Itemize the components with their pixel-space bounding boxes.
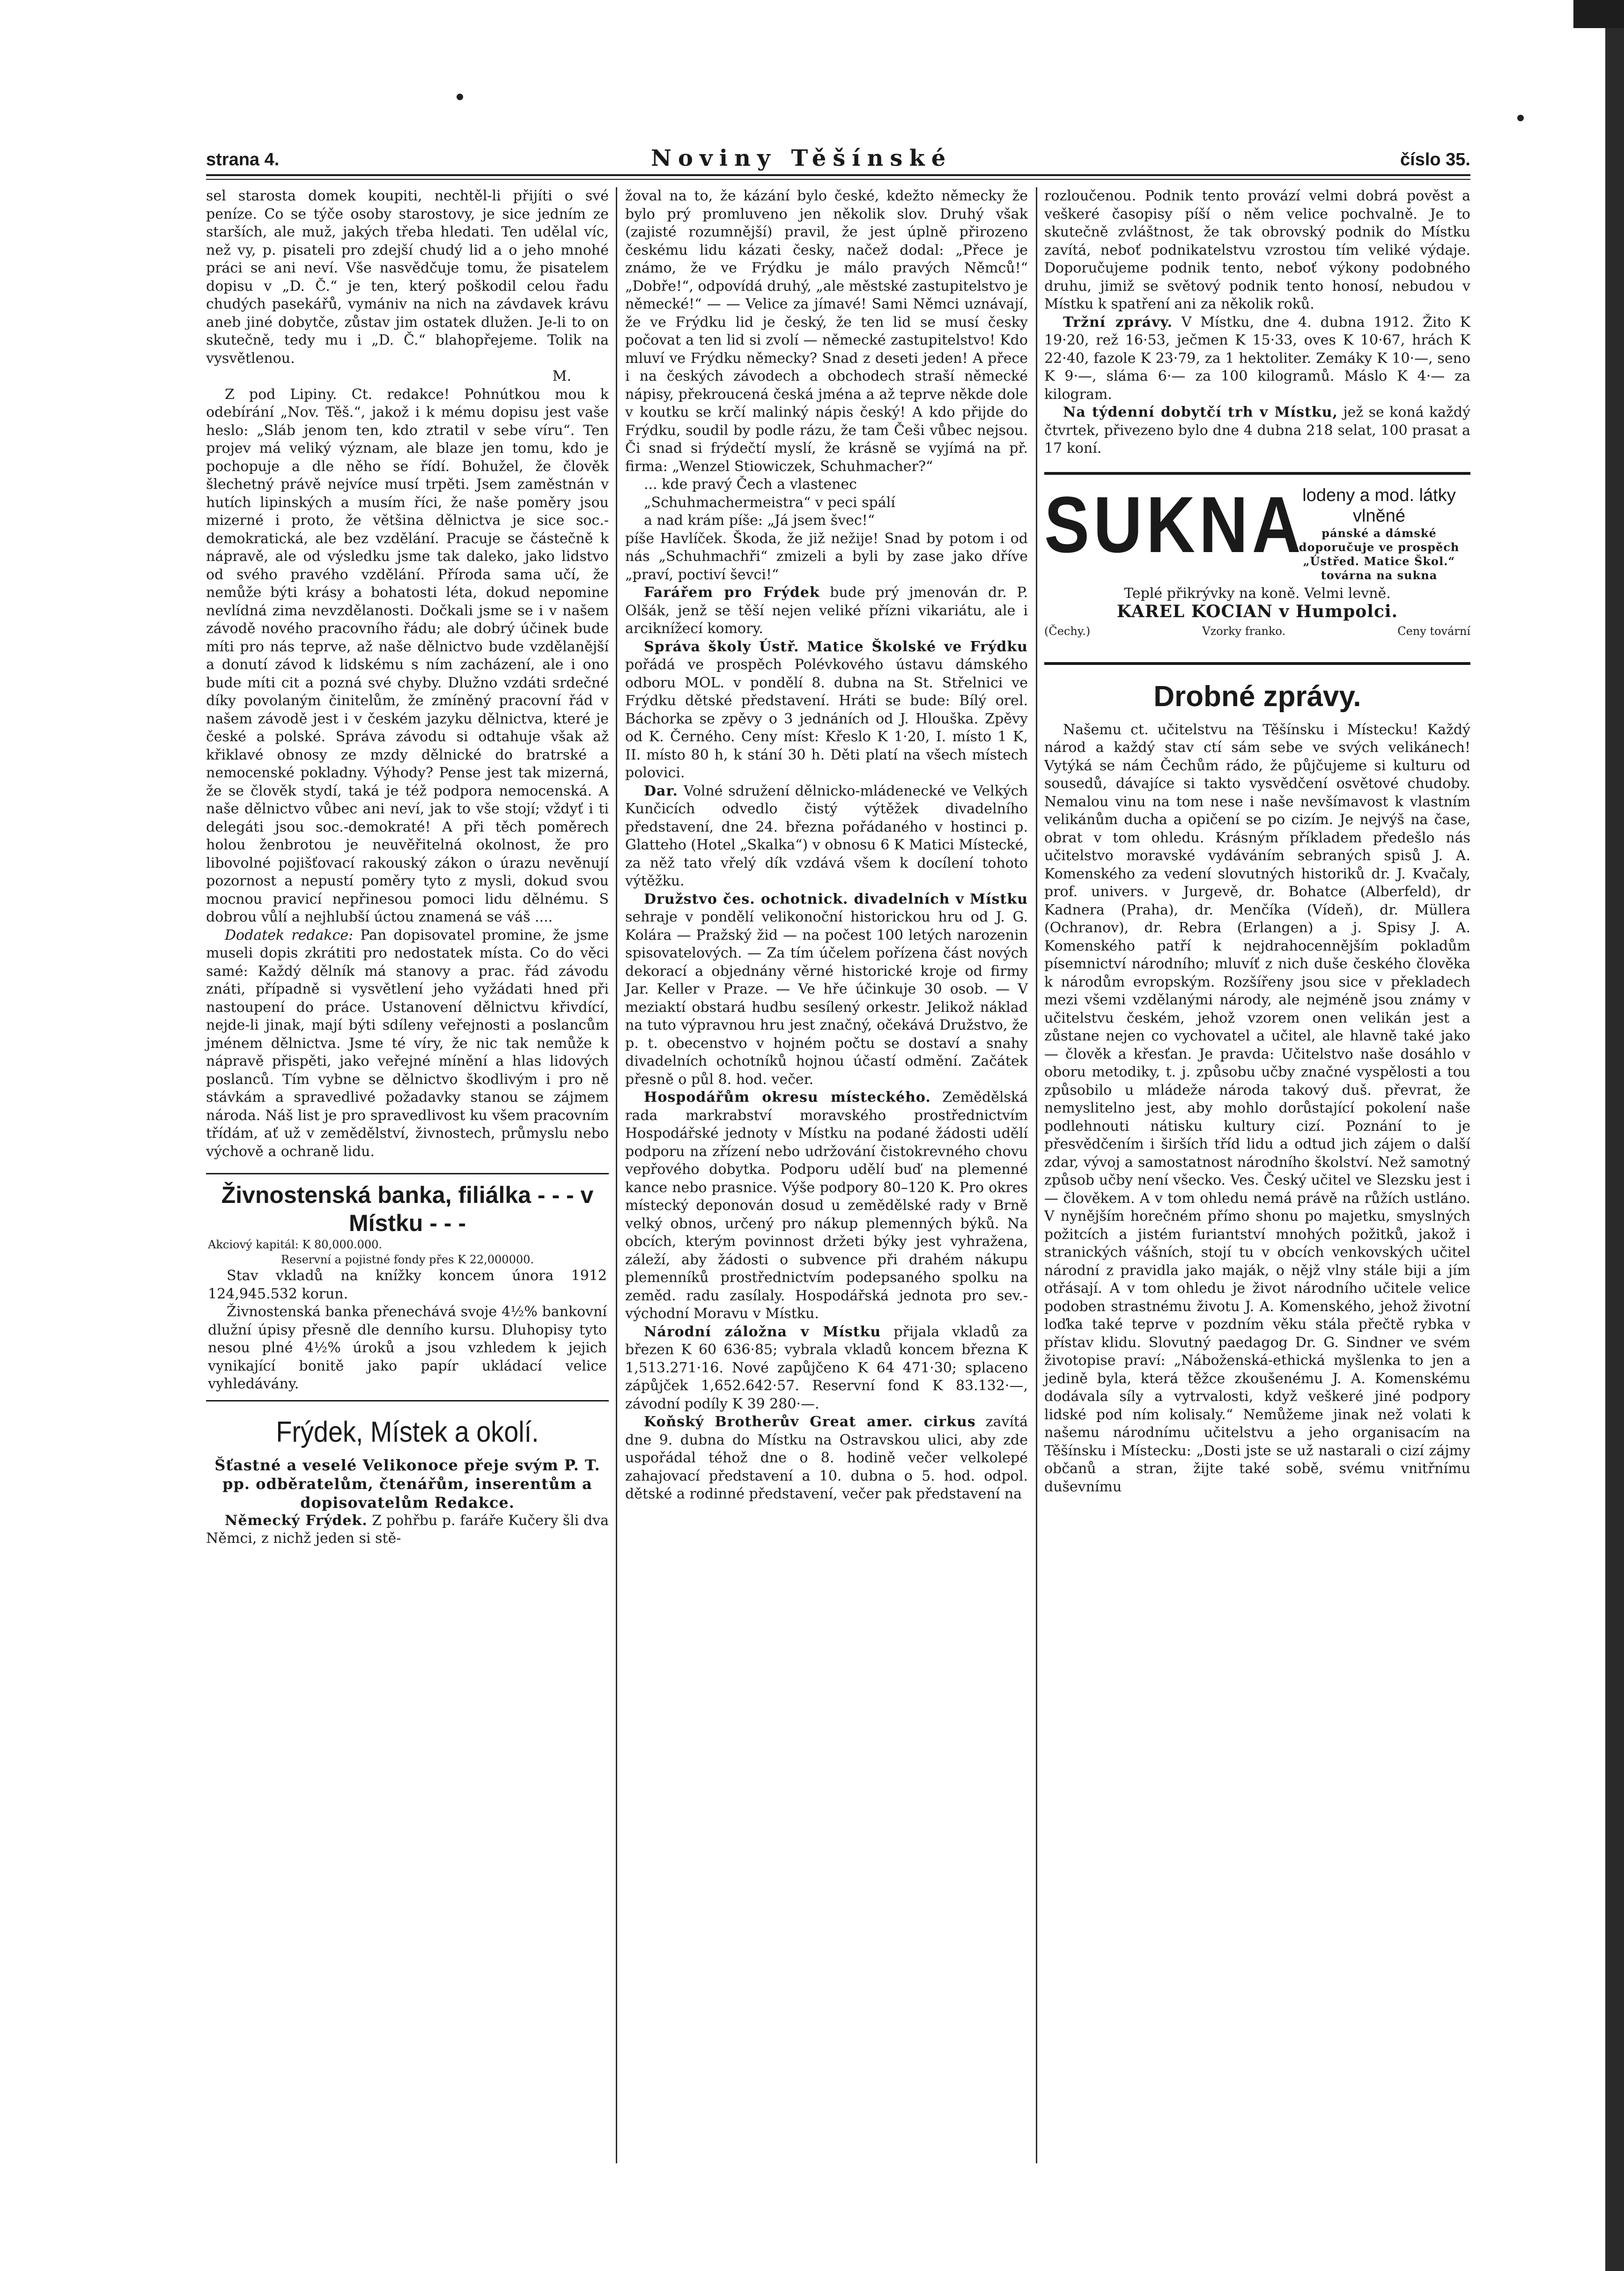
ad-description: [1288, 485, 1470, 582]
section-title: Drobné zprávy.: [1153, 680, 1361, 713]
scan-speck: [457, 94, 463, 100]
editor-note: [206, 927, 609, 1161]
ad-bottom: [1044, 585, 1470, 620]
ad-company: KAREL KOCIAN v Humpolci.: [1116, 601, 1398, 621]
editor-note-label: Dodatek redakce:: [225, 927, 354, 944]
news-text: přijala vkladů za březen K 60 636·85; vybrala vkladů koncem března K 1,513.271·16. Nové zapůjčeno K 64 471·30; splaceno zápůjček 1,652.642·57. Reservní fond K 83.132·—, závodní podíly K 39 280·—.: [625, 1323, 1028, 1412]
ad-line: pánské a dámské: [1321, 526, 1437, 540]
issue-number: číslo 35.: [1400, 150, 1470, 170]
news-item: [625, 782, 1028, 891]
column-3: [1044, 187, 1470, 1496]
newspaper-title: Noviny Těšínské: [651, 145, 952, 171]
article-text: Z pohřbu p. faráře Kučery šli dva Němci, z nichž jeden si stě-: [206, 1512, 609, 1547]
news-lead: Dar.: [644, 782, 678, 799]
news-item: [625, 584, 1028, 638]
news-item: [625, 891, 1028, 1089]
header-rule: [206, 174, 1470, 176]
ad-footer-left: (Čechy.): [1044, 624, 1091, 638]
sukna-advertisement: [1044, 472, 1470, 665]
header-rule-thin: [206, 179, 1470, 180]
news-text: jež se koná každý čtvrtek, přivezeno bylo dne 4 dubna 218 selat, 100 prasat a 17 koní.: [1044, 404, 1470, 457]
bank-reserve: Reservní a pojistné fondy přes K 22,000000.: [281, 1253, 534, 1266]
ad-footer-mid: Vzorky franko.: [1202, 624, 1286, 638]
news-lead: Správa školy Ústř. Matice Školské ve Frýdku: [644, 638, 1028, 655]
ad-line: lodeny a mod. látky vlněné: [1302, 485, 1456, 526]
page-number: strana 4.: [206, 150, 280, 170]
bank-title: Živnostenská banka, filiálka - - - v Místku - - -: [221, 1182, 594, 1236]
column-divider: [1036, 187, 1037, 2163]
column-1: [206, 187, 609, 1548]
news-text: Volné sdružení dělnicko-mládenecké ve Velkých Kunčicích odvedlo čistý výtěžek divadelního představení, dne 24. března pořádaného v hostinci p. Glatteho (Hotel „Skalka“) v obnosu 6 K Matici Místecké, za něž tato vřelý dík vzdává všem k docílení tohoto výtěžku.: [625, 782, 1028, 889]
bank-paragraph: Stav vkladů na knížky koncem února 1912 124,945.532 korun.: [208, 1268, 607, 1302]
news-text: zavítá dne 9. dubna do Místku na Ostravskou ulici, aby zde uspořádal téhož dne o 8. hodině večer velkolepé zahajovací představení a 10. dubna o 5. hod. odpol. dětské a rodinné představení, večer pak představení na: [625, 1414, 1028, 1502]
easter-greeting: Šťastné a veselé Velikonoce přeje svým P. T. pp. odběratelům, čtenářům, inserentům a dopisovatelům Redakce.: [214, 1456, 600, 1512]
news-item: [625, 1323, 1028, 1414]
bank-advertisement: [206, 1173, 609, 1401]
ad-footer-right: Ceny tovární: [1397, 624, 1470, 638]
article-paragraph: [206, 1512, 609, 1548]
newspaper-page: [206, 136, 1470, 2163]
article-paragraph: sel starosta domek koupiti, nechtěl-li přijíti o své peníze. Co se týče osoby starostovy, je sice jedním ze starších, ale muž, jakých třeba hledati. Ten udělal víc, než vy, p. pisateli pro zdejší chudý lid a o jeho mnohé práci se ani neví. Vše nasvědčuje tomu, že pisatelem dopisu v „D. Č.“ je ten, který poškodil celou řadu chudých pasekářů, vymániv na nich na závdavek krávu aneb jiné dobytče, zůstav jim ostatek dlužen. Je-li to on skutečně, tedy mu i „D. Č.“ blahopřejeme. Tolik na vysvětlenou.: [206, 188, 609, 367]
section-title: Frýdek, Místek a okolí.: [276, 1416, 539, 1448]
poem-line: ... kde pravý Čech a vlastenec: [644, 476, 857, 493]
news-text: pořádá ve prospěch Polévkového ústavu dámského odboru MOL. v pondělí 8. dubna na St. Střelnici ve Frýdku dětské představení. Hráti se bude: Bílý orel. Báchorka se zpěvy o 3 jednáních od J. Hlouška. Zpěvy od K. Černého. Ceny míst: Křeslo K 1·20, I. místo 1 K, II. místo 80 h, k stání 30 h. Děti platí na všech místech polovici.: [625, 656, 1028, 781]
poem-line: „Schuhmachermeistra“ v peci spálí: [644, 494, 895, 511]
news-lead: Hospodářům okresu místeckého.: [644, 1089, 931, 1106]
scan-edge-top: [1573, 0, 1624, 28]
scan-edge-right: [1605, 0, 1624, 2271]
news-lead: Koňský Brotherův Great amer. cirkus: [644, 1414, 976, 1430]
poem-line: a nad krám píše: „Já jsem švec!“: [644, 512, 875, 529]
ad-line: továrna na sukna: [1321, 568, 1438, 582]
news-lead: Tržní zprávy.: [1063, 314, 1173, 331]
article-signature: M.: [552, 368, 571, 384]
sukna-heading: SUKNA: [1044, 480, 1305, 569]
ad-footer: [1044, 622, 1470, 641]
news-item: [1044, 314, 1470, 404]
article-lead: Německý Frýdek.: [225, 1512, 368, 1529]
news-lead: Na týdenní dobytčí trh v Místku,: [1063, 404, 1338, 420]
news-text: Zemědělská rada markrabství moravského prostřednictvím Hospodářské jednoty v Místku na podané žádosti udělí podporu na zřízení nebo udržování čistokrevného chovu vepřového dobytka. Podporu udělí buď na plemenné kance nebo prasnice. Výše podpory 80–120 K. Pro okres místecký deponován dosud u zemědělské rady v Brně velký obnos, určený pro nákup plemenných býků. Na obcích, kterým povinnost držeti býky jest vyhražena, záleží, aby žádosti o subvence při drahém nákupu plemenníků prostřednictvím podepsaného spolku na zeměd. radu zasílaly. Hospodářská jednota pro sev.-východní Moravu v Místku.: [625, 1089, 1028, 1322]
news-lead: Družstvo čes. ochotnick. divadelních v Místku: [644, 891, 1028, 907]
news-text: V Místku, dne 4. dubna 1912. Žito K 19·20, rež 16·53, ječmen K 15·33, oves K 10·67, hrách K 22·40, fazole K 23·79, za 1 hektoliter. Zemáky K 10·—, seno K 9·—, sláma 6·— za 100 kilogramů. Máslo K 4·— za kilogram.: [1044, 314, 1470, 403]
article-paragraph: píše Havlíček. Škoda, že již nežije! Snad by potom i od nás „Schuhmachři“ zmizeli a byli by zase jako dříve „praví, poctiví ševci!“: [625, 530, 1028, 583]
article-paragraph: Z pod Lipiny. Ct. redakce! Pohnútkou mou k odebírání „Nov. Těš.“, jakož i k mému dopisu jest vaše heslo: „Sláb jenom ten, kdo ztratil v sebe víru“. Ten projev má veliký význam, ale blaze jen tomu, kdo je pochopuje a dle něho se řídí. Bohužel, že člověk šlechetný právě nejvíce musí trpěti. Jsem zaměstnán v hutích lipinských a musím říci, že naše poměry jsou mizerné i proto, že většina dělnictva je sice soc.-demokratická, ale bez vzdělání. Pracuje se částečně k nápravě, ale od výsledku jsme tak daleko, jako lidstvo od svého pravého vzdělání. Příroda sama učí, že nemůže býti krásy a bohatosti léta, dokud nepomine nevlídná zima nevzdělanosti. Dočkali jsme se i v našem závodě nového pracovního řádu; ale dobrý účinek bude míti pro nás teprve, až naše dělnictvo bude vzdělanější a donutí závod k lidskému s ním zacházení, ale i ono bude míti cit a pozná své chyby. Dlužno vzdáti srdečné díky povolaným činitelům, že zmíněný pracovní řád v našem závodě jest i v českém jazyku dělnictva, které je české a polské. Správa závodu si odtahuje však až křiklavé obnosy ze mzdy dělnické do bratrské a nemocenské pokladny. Výhody? Pense jest tak mizerná, že se člověk stydí, taká je též podpora nemocenská. A naše dělnictvo vůbec ani neví, jak to vše stojí; vždyť i ti delegáti jsou soc.-demokraté! A při těch poměrech holou ženbrotou je neuvěřitelná okolnost, že pro libovolné pojišťovací rakouský zákon o úrazu nevěnují pozornost a nepustí poměry tyto z mysli, dokud svou mocnou pravicí nepřinesou pomoci lidu dělnému. S dobrou vůlí a nejhlubší úctou znamená se váš ....: [206, 386, 609, 925]
article-paragraph: rozloučenou. Podnik tento provází velmi dobrá pověst a veškeré časopisy píší o něm velice pochvalně. Je to skutečně zvláštnost, že tak obrovský podnik do Místku zavítá, neboť podnikatelstvu vzrostou tím veliké výdaje. Doporučujeme podnik tento, neboť výkony podobného druhu, jimiž se světový podnik tento honosí, nebudou v Místku k spatření ani za několik roků.: [1044, 188, 1470, 312]
news-item: [625, 638, 1028, 782]
news-text: sehraje v pondělí velikonoční historickou hru od J. G. Kolára — Pražský žid — na počest 100 letých narozenin spisovatelových. — Za tím účelem pořízena část nových dekorací a objednány věrné historické kroje od firmy Jar. Keller v Praze. — Ve hře účinkuje 30 osob. — V meziaktí obstará hudbu sesílený orkestr. Jelikož náklad na tuto výpravnou hru jest značný, očekává Družstvo, že p. t. obecenstvo v hojném počtu se dostaví a snahy divadelních ochotníků hojnou účastí odmění. Začátek přesně o půl 8. hod. večer.: [625, 909, 1028, 1088]
bank-capital: Akciový kapitál: K 80,000.000.: [208, 1238, 383, 1251]
news-lead: Národní záložna v Místku: [644, 1323, 881, 1340]
scan-speck: [1517, 115, 1524, 121]
column-2: [625, 187, 1028, 1504]
news-item: [625, 1413, 1028, 1504]
bank-paragraph: Živnostenská banka přenechává svoje 4½% bankovní dlužní úpisy přesně dle denního kursu. Dluhopisy tyto nesou plné 4½% úroků a jsou vzhledem k jejich vynikající bonitě jako papír ukládací velice vyhledávány.: [208, 1304, 607, 1392]
news-text: bude prý jmenován dr. P. Olšák, jenž se těší nejen veliké přízni vikariátu, ale i arciknížecí komory.: [625, 584, 1028, 637]
article-paragraph: Našemu ct. učitelstvu na Těšínsku i Místecku! Každý národ a každý stav ctí sám sebe ve svých velikánech! Vytýká se nám Čechům rádo, že půjčujeme si kulturu od sousedů, dávajíce si takto vysvědčení osvětové chudoby. Nemalou vinu na tom nese i naše nevšímavost k vlastním velikánům ducha a opičení se po cizím. Je nejvýš na čase, obrat v tom ohledu. Krásným příkladem předešlo nás učitelstvo moravské vydáváním sebraných spisů J. A. Komenského za vedení slovutných historiků dr. J. Kvačaly, prof. univers. v Jurgevě, dr. Bohatce (Alberfeld), dr Kadnera (Praha), dr. Menčíka (Vídeň), dr. Müllera (Ochranov), dr. Rebra (Erlangen) a j. Spisy J. A. Komenského patří k nejdrahocennějším pokladům písemnictví národního; mluvíť z nich duše českého člověka k národům evropským. Rozšířeny jsou sice v překladech mezi všemi vzdělanými národy, ale nejméně jsou známy v učitelstvu českém, jehož vzorem onen velikán jest a zůstane nejen co vychovatel a učitel, ale hlavně také jako — člověk a křesťan. Je pravda: Učitelstvo naše dosáhlo v oboru metodiky, t. j. způsobu učby značné vyspělosti a tou způsobilo u mládeže národa takový duš. převrat, že nemyslitelno jest, aby mohlo dorůstající pokolení naše podlehnouti nátisku kultury cizí. Poznání to je přesvědčením i širších tříd lidu a odtud jich zájem o další zdar, vývoj a samostatnost národního školství. Než samotný způsob učby není všecko. Ves. Český učitel ve Slezsku jest i — člověkem. A v tom ohledu nemá právě na růžích ustláno. V nynějším horečném přímo shonu po majetku, smyslných požitcích a jistém furiantství mnohých požitků, jakož i stranických vášních, stojí tu v obcích venkovských učitel národní z pravidla jako maják, o nějž vlny stále biji a jím otřásají. A v tom ohledu je život národního učitele velice podoben strastnému životu J. A. Komenského, jehož životní loďka také teprve v pozdním věku stála přečtě rybka v přístav klidu. Slovutný paedagog Dr. G. Sindner ve svém životopise praví: „Náboženská-ethická myšlenka to jen a jedině byla, která těžce zkoušenému J. A. Komenskému dodávala síly a vytrvalosti, když veškeré jiné podpory lidské pod ním kolisaly.“ Nemůžeme jinak než volati k našemu národnímu učitelstvu a jeho organisacím na Těšínsku i Místecku: „Dosti jste se už nastarali o cizí zájmy občanů a stran, žijte také sobě, svému vnitřnímu duševnímu: [1044, 721, 1470, 1495]
ad-line: doporučuje ve prospěch „Ústřed. Matice Škol.“: [1299, 540, 1460, 568]
news-item: [625, 1089, 1028, 1323]
column-divider: [616, 187, 617, 2163]
page-header: [206, 136, 1470, 169]
article-paragraph: žoval na to, že kázání bylo české, kdežto německy že bylo prý promluveno jen několik slov. Druhý však (zajisté rozumnější) pravil, že jest úplně přirozeno českému lidu kázati česky, načež dodal: „Přece je známo, že ve Frýdku je málo pravých Němců!“ „Dobře!“, odpovídá druhý, „ale městské zastupitelstvo je německé!“ — — Velice za jímavé! Sami Němci uznávají, že ve Frýdku lid je český, že ten lid se musí česky počovat a ten lid si zvolí — německé zastupitelstvo! Kdo mluví ve Frýdku německy? Snad z deseti jeden! A přece i na českých závodech a obchodech straší německé nápisy, překroucená česká jména a až teprve někde dole v koutku se krčí malinký nápis český! A kdo přijde do Frýdku, soudil by podle rázu, že tam Češi vůbec nejsou. Či snad si frýdečtí myslí, že krásně se vyjímá na př. firma: „Wenzel Stiowiczek, Schuhmacher?“: [625, 188, 1028, 475]
news-item: [1044, 404, 1470, 458]
editor-note-text: Pan dopisovatel promine, že jsme museli dopis zkrátiti pro nedostatek místa. Co do věci samé: Každý dělník má stanovy a prac. řád závodu znáti, případně si vysvětlení jeho vyžádati hned při nastoupení do práce. Ustanovení dělnictvu křivdící, nejde-li jinak, mají býti sdíleny veřejnosti a poslancům jménem dělnictva. Jsme té víry, že nic tak nemůže k nápravě přispěti, jako veřejné mínění a hlas lidových poslanců. Tím vybne se dělnictvo škodlivým i pro ně stávkám a spravedlivé požadavky stanou se zájmem národa. Náš list je pro spravedlivost ku všem pracovním třídám, ať už v zemědělství, živnostech, průmyslu nebo výchově a ochraně lidu.: [206, 927, 609, 1160]
news-lead: Farářem pro Frýdek: [644, 584, 820, 601]
ad-line: Teplé přikrývky na koně. Velmi levně.: [1124, 585, 1391, 602]
